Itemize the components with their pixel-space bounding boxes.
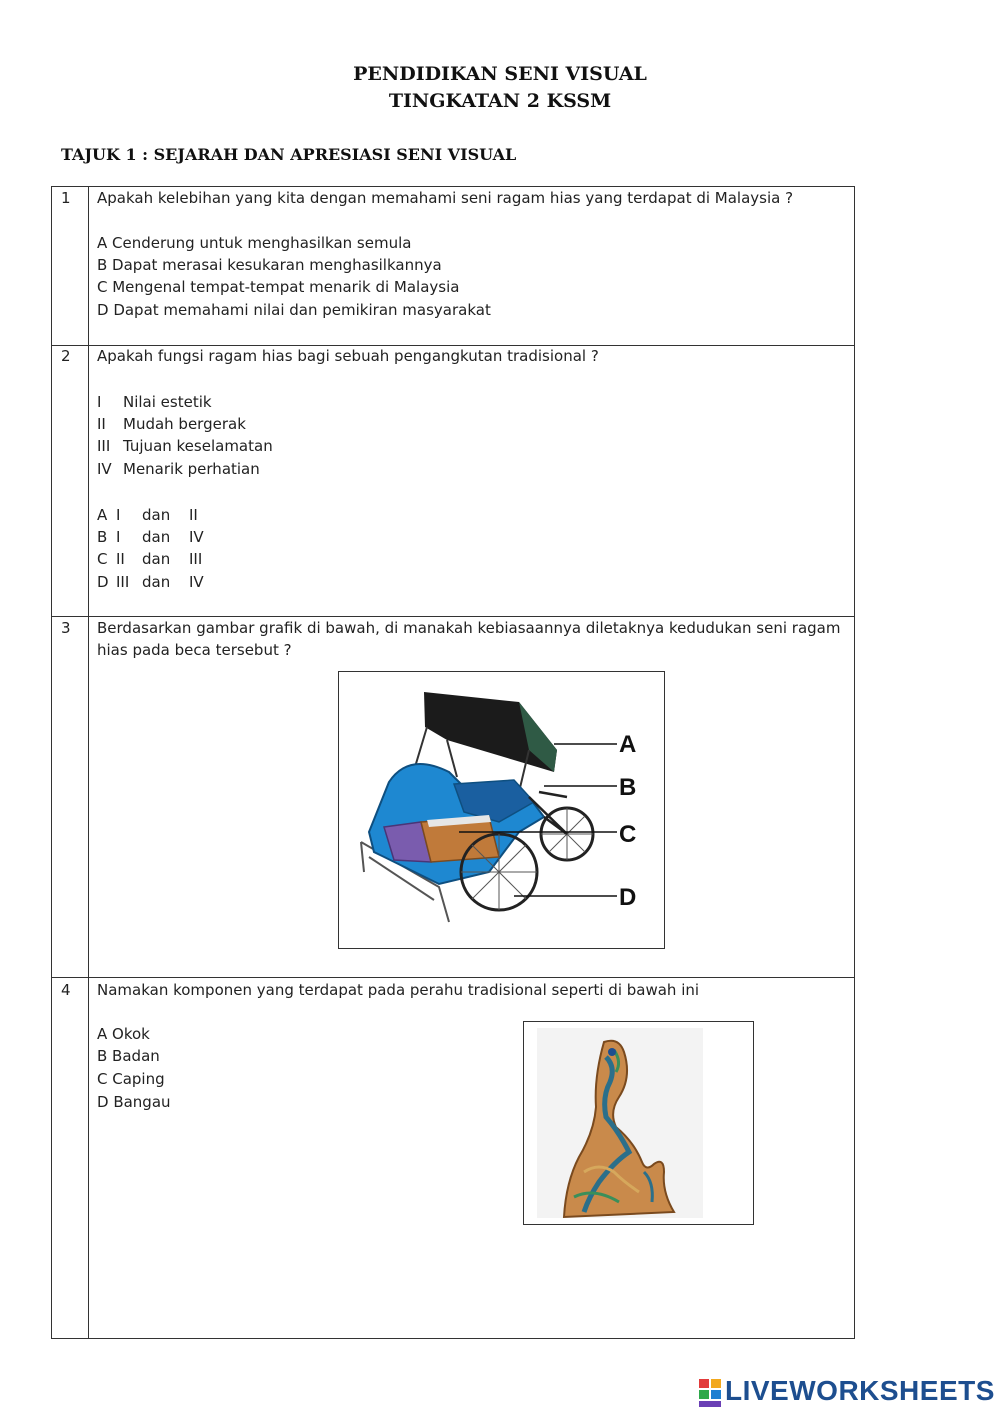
option-second: III [189,550,203,568]
statement-text: Tujuan keselamatan [123,437,273,455]
option-join: dan [142,573,171,591]
trishaw-image [338,671,665,949]
q1-option-d[interactable]: D Dapat memahami nilai dan pemikiran masyarakat [97,301,491,319]
q1-option-b[interactable]: B Dapat merasai kesukaran menghasilkannya [97,256,442,274]
option-join: dan [142,550,171,568]
question-number: 1 [61,189,71,207]
q2-option-b[interactable] [97,528,204,546]
question-2-text: Apakah fungsi ragam hias bagi sebuah pengangkutan tradisional ? [97,347,599,365]
trishaw-illustration [339,672,664,948]
statement-roman: I [97,393,102,411]
option-letter: A [97,506,108,524]
label-b: B [619,774,637,801]
q4-option-c[interactable]: C Caping [97,1070,165,1088]
q4-option-a[interactable]: A Okok [97,1025,150,1043]
q4-option-d[interactable]: D Bangau [97,1093,171,1111]
statement-roman: III [97,437,111,455]
option-join: dan [142,528,171,546]
row-divider [51,977,855,978]
option-letter: D [97,573,109,591]
q1-option-c[interactable]: C Mengenal tempat-tempat menarik di Malaysia [97,278,460,296]
option-letter: C [97,550,108,568]
boat-carving-illustration [524,1022,753,1224]
q2-statement [97,437,273,455]
option-second: IV [189,528,204,546]
option-letter: B [97,528,108,546]
question-number: 2 [61,347,71,365]
question-number: 4 [61,981,71,999]
label-d: D [619,884,637,911]
number-column-divider [88,186,89,1339]
question-1-text: Apakah kelebihan yang kita dengan memahami seni ragam hias yang terdapat di Malaysia ? [97,189,794,207]
page-title: PENDIDIKAN SENI VISUAL [353,63,647,85]
label-c: C [619,821,637,848]
label-a: A [619,731,637,758]
option-first: III [116,573,130,591]
question-3-text: Berdasarkan gambar grafik di bawah, di manakah kebiasaannya diletaknya kedudukan seni ragam [97,619,841,637]
option-second: II [189,506,198,524]
liveworksheets-brand: LIVEWORKSHEETS [725,1375,995,1406]
topic-heading: TAJUK 1 : SEJARAH DAN APRESIASI SENI VISUAL [61,145,517,164]
row-divider [51,345,855,346]
row-divider [51,616,855,617]
q1-option-a[interactable]: A Cenderung untuk menghasilkan semula [97,234,412,252]
page-subtitle: TINGKATAN 2 KSSM [388,90,612,112]
option-first: II [116,550,125,568]
statement-text: Nilai estetik [123,393,212,411]
q2-statement [97,460,260,478]
option-join: dan [142,506,171,524]
q2-statement [97,393,212,411]
question-number: 3 [61,619,71,637]
question-4-text: Namakan komponen yang terdapat pada perahu tradisional seperti di bawah ini [97,981,700,999]
statement-text: Mudah bergerak [123,415,246,433]
boat-carving-image [523,1021,754,1225]
q2-statement [97,415,246,433]
statement-roman: II [97,415,106,433]
q2-option-d[interactable] [97,573,204,591]
statement-text: Menarik perhatian [123,460,260,478]
question-3-text-cont: hias pada beca tersebut ? [97,641,292,659]
q4-option-b[interactable]: B Badan [97,1047,160,1065]
liveworksheets-logo-icon [698,1377,724,1409]
option-first: I [116,528,121,546]
option-second: IV [189,573,204,591]
option-first: I [116,506,121,524]
statement-roman: IV [97,460,112,478]
q2-option-a[interactable] [97,506,198,524]
q2-option-c[interactable] [97,550,202,568]
